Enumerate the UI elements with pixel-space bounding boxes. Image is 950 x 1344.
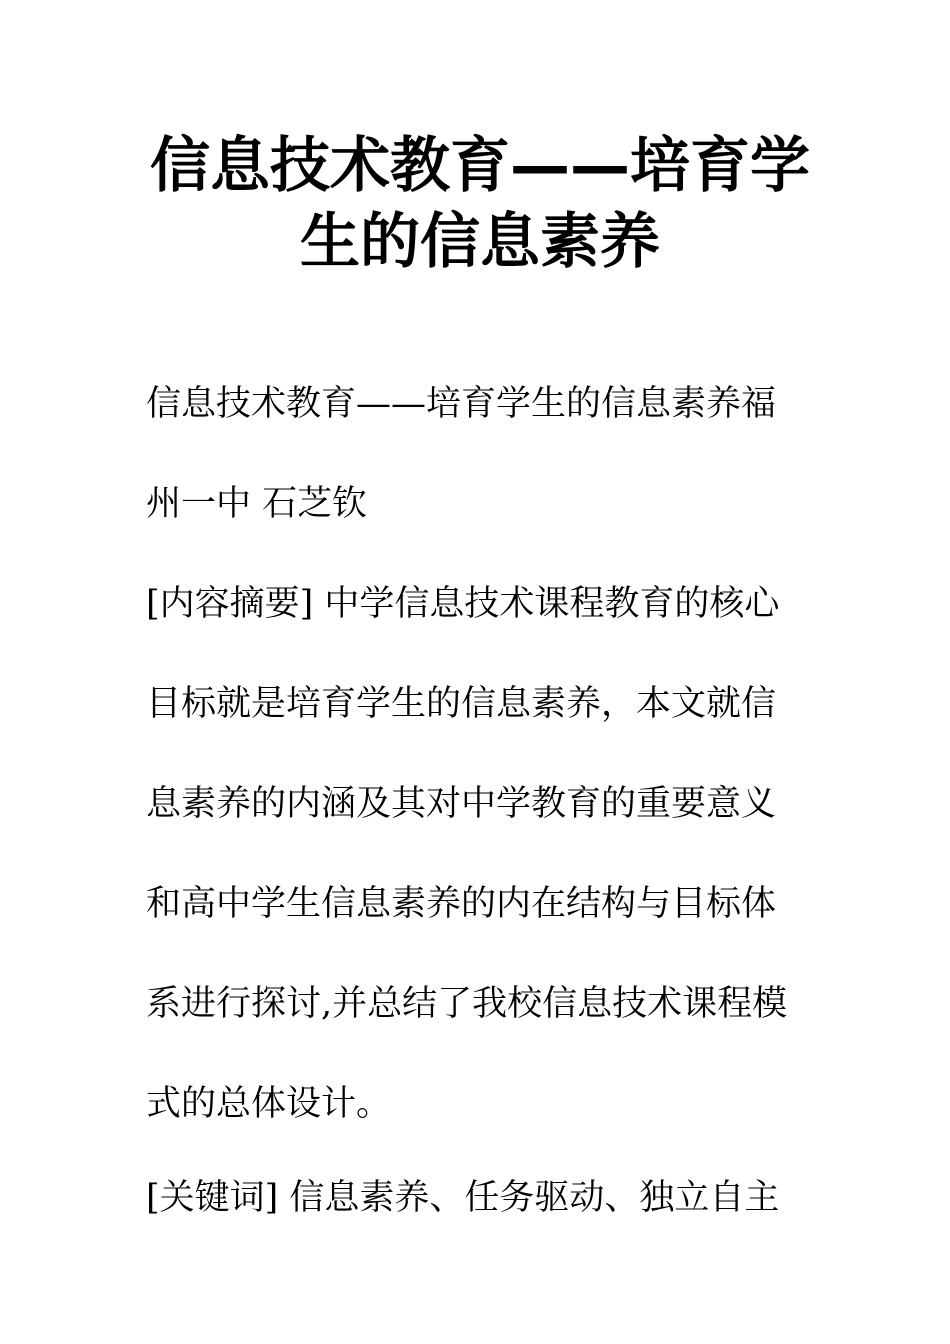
body-line-5: 息素养的内涵及其对中学教育的重要意义 — [146, 784, 777, 824]
title-line-2: 生的信息素养 — [300, 207, 660, 277]
body-line-3: [内容摘要] 中学信息技术课程教育的核心 — [146, 584, 780, 624]
body-line-6: 和高中学生信息素养的内在结构与目标体 — [146, 884, 777, 924]
document-title — [150, 128, 810, 280]
body-line-8: 式的总体设计。 — [146, 1084, 392, 1124]
title-line-1: 信息技术教育——培育学 — [150, 131, 810, 201]
body-line-7: 系进行探讨,并总结了我校信息技术课程模 — [146, 984, 788, 1024]
body-line-1: 信息技术教育——培育学生的信息素养福 — [146, 384, 777, 424]
body-line-2: 州一中 石芝钦 — [146, 484, 368, 524]
body-line-4: 目标就是培育学生的信息素养，本文就信 — [146, 684, 777, 724]
body-line-9: [关键词] 信息素养、任务驱动、独立自主 — [146, 1178, 780, 1218]
